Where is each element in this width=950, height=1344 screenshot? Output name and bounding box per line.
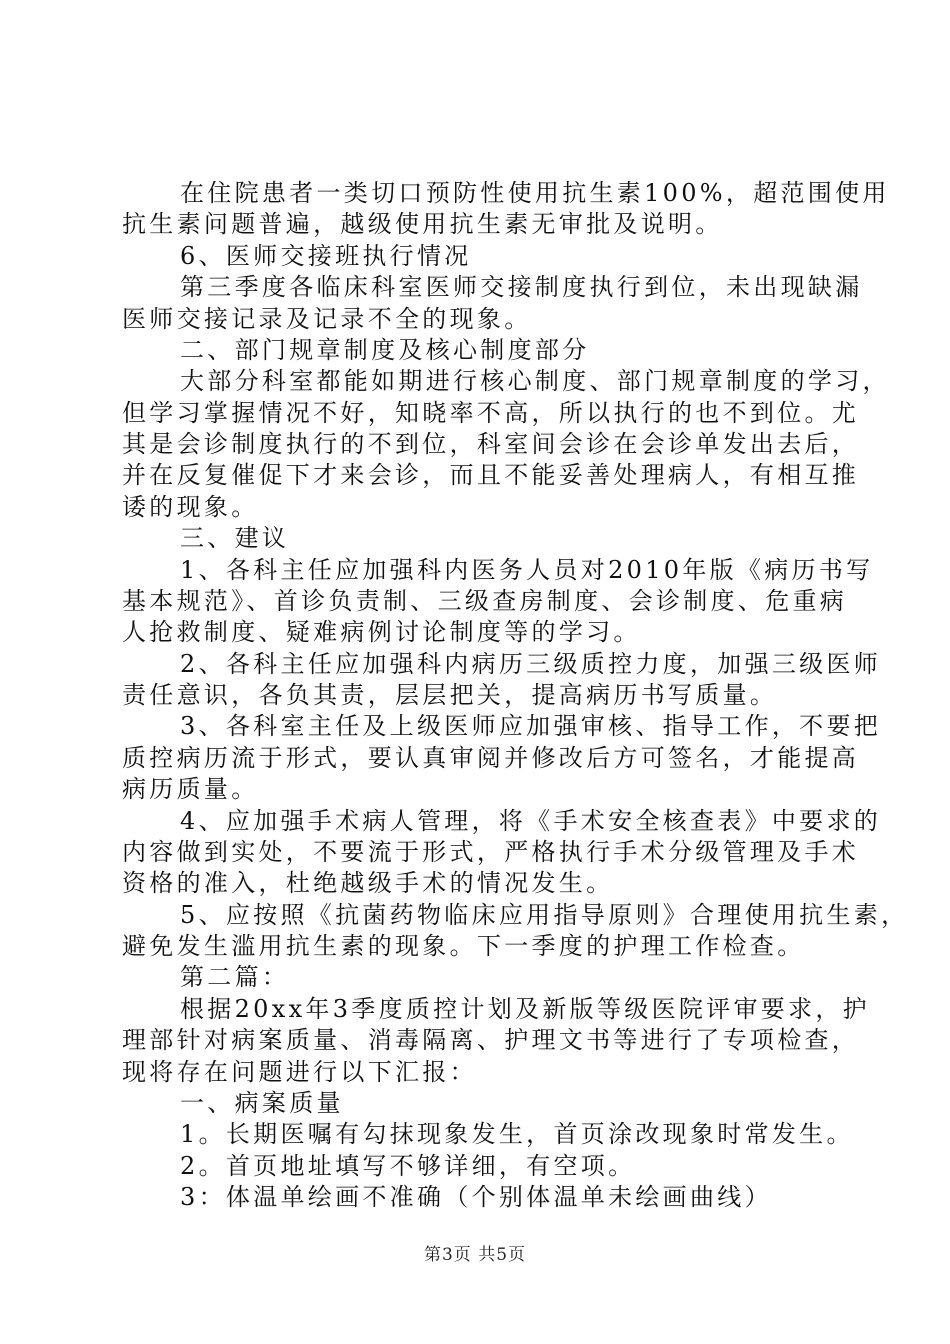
text-line: 避免发生滥用抗生素的现象。下一季度的护理工作检查。	[122, 932, 805, 960]
text-line: 责任意识，各负其责，层层把关，提高病历书写质量。	[122, 681, 778, 709]
text-line: 资格的准入，杜绝越级手术的情况发生。	[122, 869, 614, 897]
text-line: 第三季度各临床科室医师交接制度执行到位，未出现缺漏	[180, 273, 863, 301]
text-line: 质控病历流于形式，要认真审阅并修改后方可签名，才能提高	[122, 744, 860, 772]
text-line: 现将存在问题进行以下汇报：	[122, 1058, 477, 1086]
text-line: 内容做到实处，不要流于形式，严格执行手术分级管理及手术	[122, 838, 860, 866]
text-line: 基本规范》、首诊负责制、三级查房制度、会诊制度、危重病	[122, 587, 848, 615]
text-line: 医师交接记录及记录不全的现象。	[122, 305, 532, 333]
text-line: 理部针对病案质量、消毒隔离、护理文书等进行了专项检查，	[122, 1026, 860, 1054]
text-line: 并在反复催促下才来会诊，而且不能妥善处理病人，有相互推	[122, 461, 860, 489]
text-line: 大部分科室都能如期进行核心制度、部门规章制度的学习，	[180, 367, 890, 395]
text-line: 6、医师交接班执行情况	[180, 242, 472, 270]
text-line: 在住院患者一类切口预防性使用抗生素100%，超范围使用	[180, 179, 890, 207]
section-heading: 第二篇：	[180, 963, 290, 991]
text-line: 3、各科室主任及上级医师应加强审核、指导工作，不要把	[180, 712, 882, 740]
text-line: 3：体温单绘画不准确（个别体温单未绘画曲线）	[180, 1183, 772, 1211]
text-line: 抗生素问题普遍，越级使用抗生素无审批及说明。	[122, 210, 723, 238]
text-line: 1、各科主任应加强科内医务人员对2010年版《病历书写	[180, 556, 874, 584]
text-line: 4、应加强手术病人管理，将《手术安全核查表》中要求的	[180, 807, 882, 835]
section-heading: 二、部门规章制度及核心制度部分	[180, 336, 590, 364]
section-heading: 三、建议	[180, 524, 290, 552]
text-line: 5、应按照《抗菌药物临床应用指导原则》合理使用抗生素，	[180, 901, 909, 929]
page-number-footer: 第3页 共5页	[423, 1245, 527, 1265]
text-line: 人抢救制度、疑难病例讨论制度等的学习。	[122, 618, 641, 646]
text-line: 其是会诊制度执行的不到位，科室间会诊在会诊单发出去后，	[122, 430, 860, 458]
text-line: 2。首页地址填写不够详细，有空项。	[180, 1152, 636, 1180]
text-line: 1。长期医嘱有勾抹现象发生，首页涂改现象时常发生。	[180, 1120, 854, 1148]
text-line: 2、各科主任应加强科内病历三级质控力度，加强三级医师	[180, 650, 882, 678]
section-heading: 一、病案质量	[180, 1089, 344, 1117]
text-line: 病历质量。	[122, 775, 259, 803]
text-line: 但学习掌握情况不好，知晓率不高，所以执行的也不到位。尤	[122, 399, 860, 427]
text-line: 根据20xx年3季度质控计划及新版等级医院评审要求，护	[180, 995, 870, 1023]
text-line: 诿的现象。	[122, 493, 259, 521]
